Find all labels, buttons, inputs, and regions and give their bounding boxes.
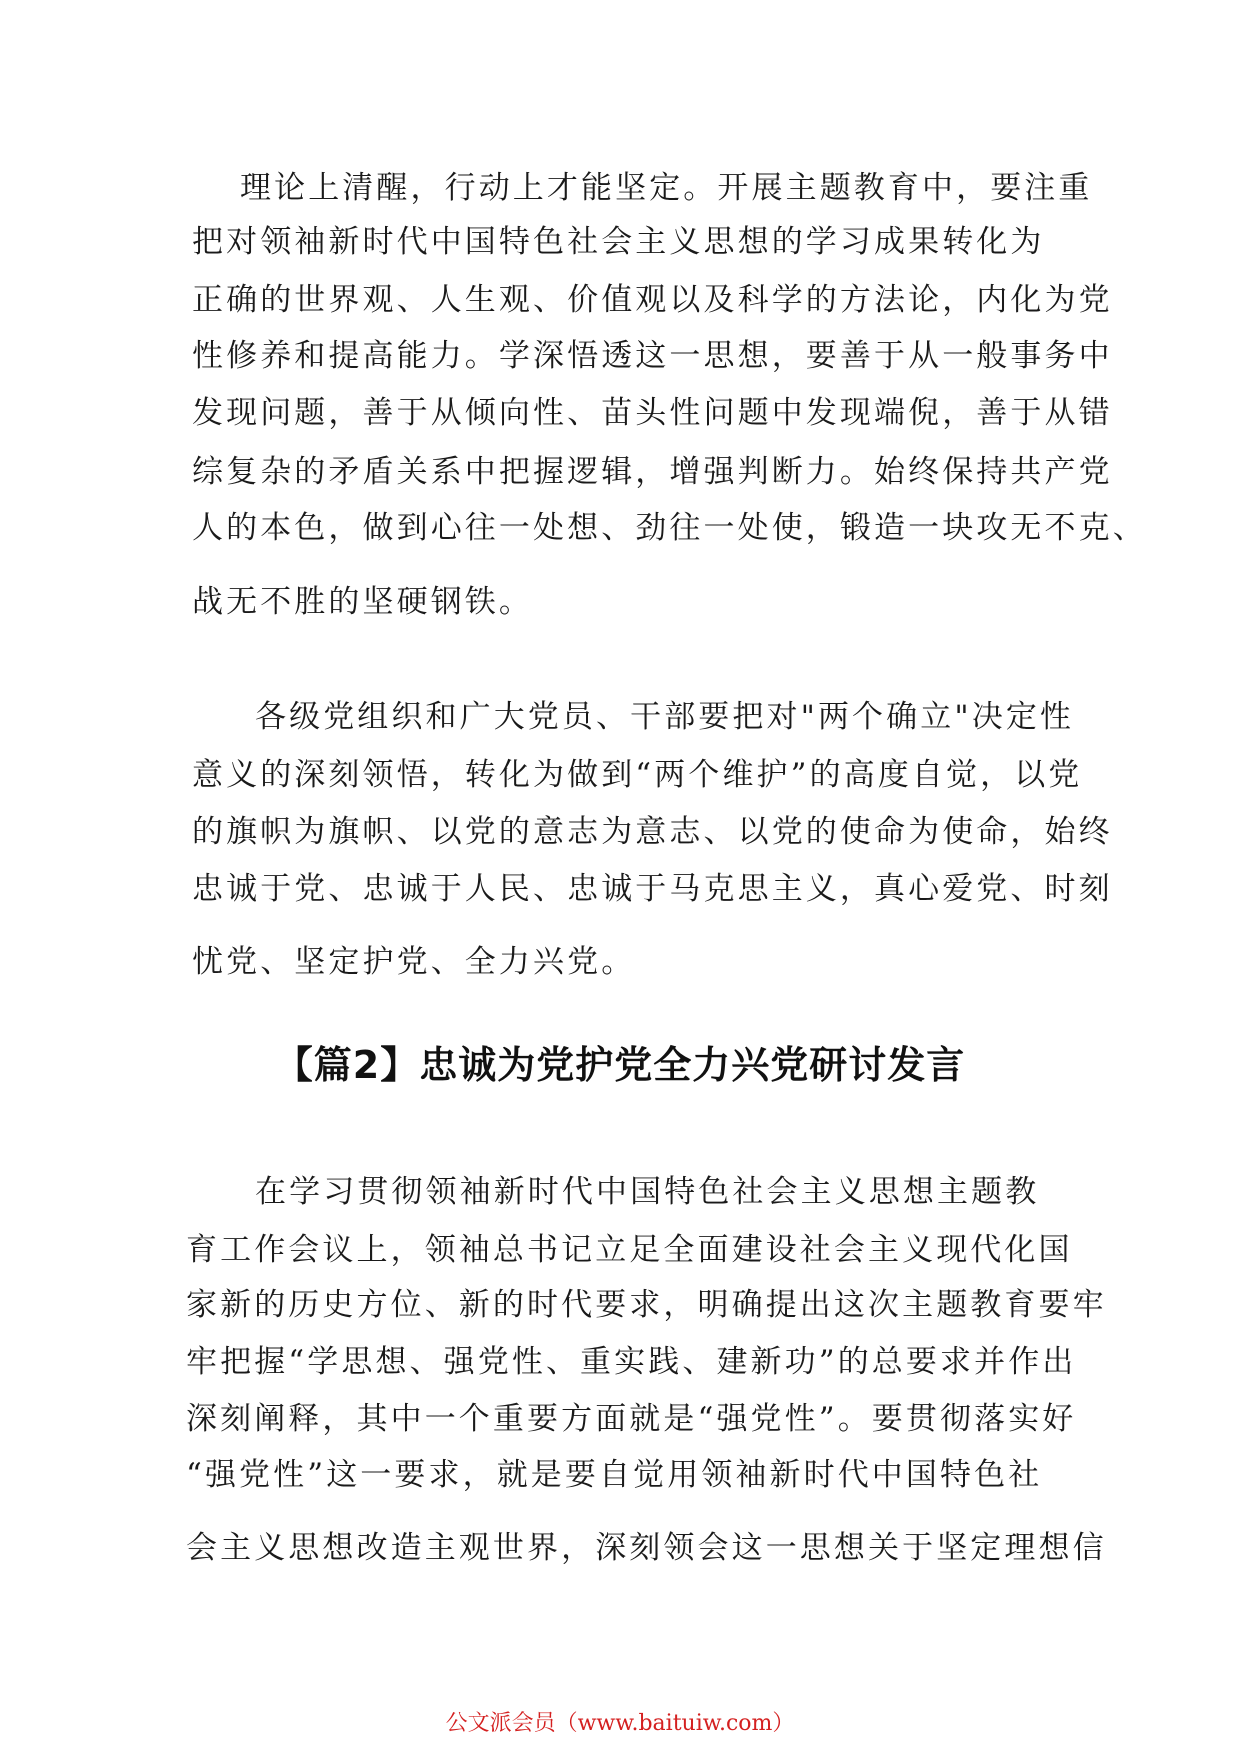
paragraph-1-line-2: 把对领袖新时代中国特色社会主义思想的学习成果转化为 bbox=[192, 224, 1045, 260]
paragraph-3-line-3: 家新的历史方位、新的时代要求，明确提出这次主题教育要牢 bbox=[186, 1287, 1107, 1323]
footer-watermark-text: 公文派会员（www.baituiw.com） bbox=[445, 1711, 795, 1736]
paragraph-1-line-1: 理论上清醒，行动上才能坚定。开展主题教育中，要注重 bbox=[240, 170, 1093, 206]
paragraph-2-line-4: 忠诚于党、忠诚于人民、忠诚于马克思主义，真心爱党、时刻 bbox=[192, 871, 1113, 907]
paragraph-1-line-4: 性修养和提高能力。学深悟透这一思想，要善于从一般事务中 bbox=[192, 338, 1113, 374]
paragraph-2-line-5: 忧党、坚定护党、全力兴党。 bbox=[192, 944, 636, 980]
paragraph-3-line-4: 牢把握“学思想、强党性、重实践、建新功”的总要求并作出 bbox=[186, 1344, 1077, 1380]
paragraph-2-line-2: 意义的深刻领悟，转化为做到“两个维护”的高度自觉，以党 bbox=[192, 757, 1083, 793]
paragraph-1-line-8: 战无不胜的坚硬钢铁。 bbox=[192, 584, 533, 620]
paragraph-3-line-5: 深刻阐释，其中一个重要方面就是“强党性”。要贯彻落实好 bbox=[186, 1401, 1077, 1437]
paragraph-3-line-2: 育工作会议上，领袖总书记立足全面建设社会主义现代化国 bbox=[186, 1232, 1073, 1268]
paragraph-3-line-6: “强党性”这一要求，就是要自觉用领袖新时代中国特色社 bbox=[186, 1457, 1043, 1493]
paragraph-1-line-6: 综复杂的矛盾关系中把握逻辑，增强判断力。始终保持共产党 bbox=[192, 454, 1113, 490]
paragraph-3-line-7: 会主义思想改造主观世界，深刻领会这一思想关于坚定理想信 bbox=[186, 1530, 1107, 1566]
paragraph-3-line-1: 在学习贯彻领袖新时代中国特色社会主义思想主题教 bbox=[255, 1174, 1040, 1210]
paragraph-2-line-3: 的旗帜为旗帜、以党的意志为意志、以党的使命为使命，始终 bbox=[192, 814, 1113, 850]
paragraph-1-line-5: 发现问题，善于从倾向性、苗头性问题中发现端倪，善于从错 bbox=[192, 395, 1113, 431]
section-heading: 【篇2】忠诚为党护党全力兴党研讨发言 bbox=[274, 1043, 966, 1087]
paragraph-2-line-1: 各级党组织和广大党员、干部要把对"两个确立"决定性 bbox=[255, 699, 1075, 735]
paragraph-1-line-3: 正确的世界观、人生观、价值观以及科学的方法论，内化为党 bbox=[192, 282, 1113, 318]
paragraph-1-line-7: 人的本色，做到心往一处想、劲往一处使，锻造一块攻无不克、 bbox=[192, 510, 1147, 546]
